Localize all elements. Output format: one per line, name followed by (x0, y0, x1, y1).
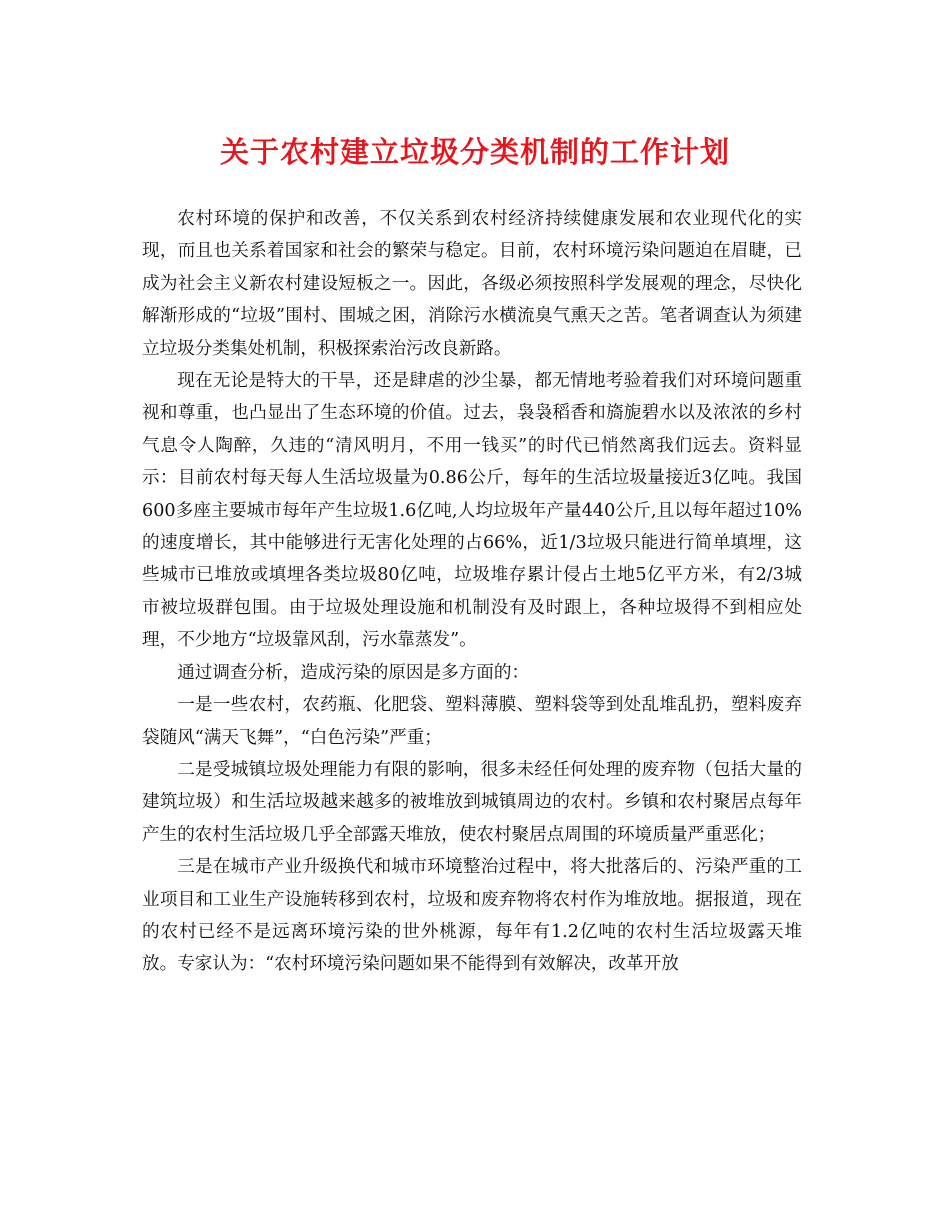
paragraph-cause-three: 三是在城市产业升级换代和城市环境整治过程中，将大批落后的、污染严重的工业项目和工业生产设施转移到农村，垃圾和废弃物将农村作为堆放地。据报道，现在的农村已经不是远离环境污染的世外桃源，每年有1.2亿吨的农村生活垃圾露天堆放。专家认为：“农村环境污染问题如果不能得到有效解决，改革开放 (142, 857, 802, 975)
document-title: 关于农村建立垃圾分类机制的工作计划 (219, 135, 730, 169)
paragraph-intro: 农村环境的保护和改善，不仅关系到农村经济持续健康发展和农业现代化的实现，而且也关系着国家和社会的繁荣与稳定。目前，农村环境污染问题迫在眉睫，已成为社会主义新农村建设短板之一。因此，各级必须按照科学发展观的理念，尽快化解渐形成的“垃圾”围村、围城之困，消除污水横流臭气熏天之苦。笔者调查认为须建立垃圾分类集处机制，积极探索治污改良新路。 (142, 209, 802, 359)
paragraph-causes-intro: 通过调查分析，造成污染的原因是多方面的： (177, 662, 530, 683)
paragraph-cause-two: 二是受城镇垃圾处理能力有限的影响，很多未经任何处理的废弃物（包括大量的建筑垃圾）和生活垃圾越来越多的被堆放到城镇周边的农村。乡镇和农村聚居点每年产生的农村生活垃圾几乎全部露天堆放，使农村聚居点周围的环境质量严重恶化； (142, 759, 802, 845)
document-body (142, 203, 802, 981)
paragraph-cause-one: 一是一些农村，农药瓶、化肥袋、塑料薄膜、塑料袋等到处乱堆乱扔，塑料废弃袋随风“满天飞舞”，“白色污染”严重； (142, 695, 802, 748)
paragraph-current-situation: 现在无论是特大的干旱，还是肆虐的沙尘暴，都无情地考验着我们对环境问题重视和尊重，也凸显出了生态环境的价值。过去，袅袅稻香和旖旎碧水以及浓浓的乡村气息令人陶醉，久违的“清风明月，不用一钱买”的时代已悄然离我们远去。资料显示：目前农村每天每人生活垃圾量为0.86公斤，每年的生活垃圾量接近3亿吨。我国600多座主要城市每年产生垃圾1.6亿吨,人均垃圾年产量440公斤,且以每年超过10%的速度增长，其中能够进行无害化处理的占66%，近1/3垃圾只能进行简单填埋，这些城市已堆放或填埋各类垃圾80亿吨，垃圾堆存累计侵占土地5亿平方米，有2/3城市被垃圾群包围。由于垃圾处理设施和机制没有及时跟上，各种垃圾得不到相应处理，不少地方“垃圾靠风刮，污水靠蒸发”。 (142, 371, 802, 651)
